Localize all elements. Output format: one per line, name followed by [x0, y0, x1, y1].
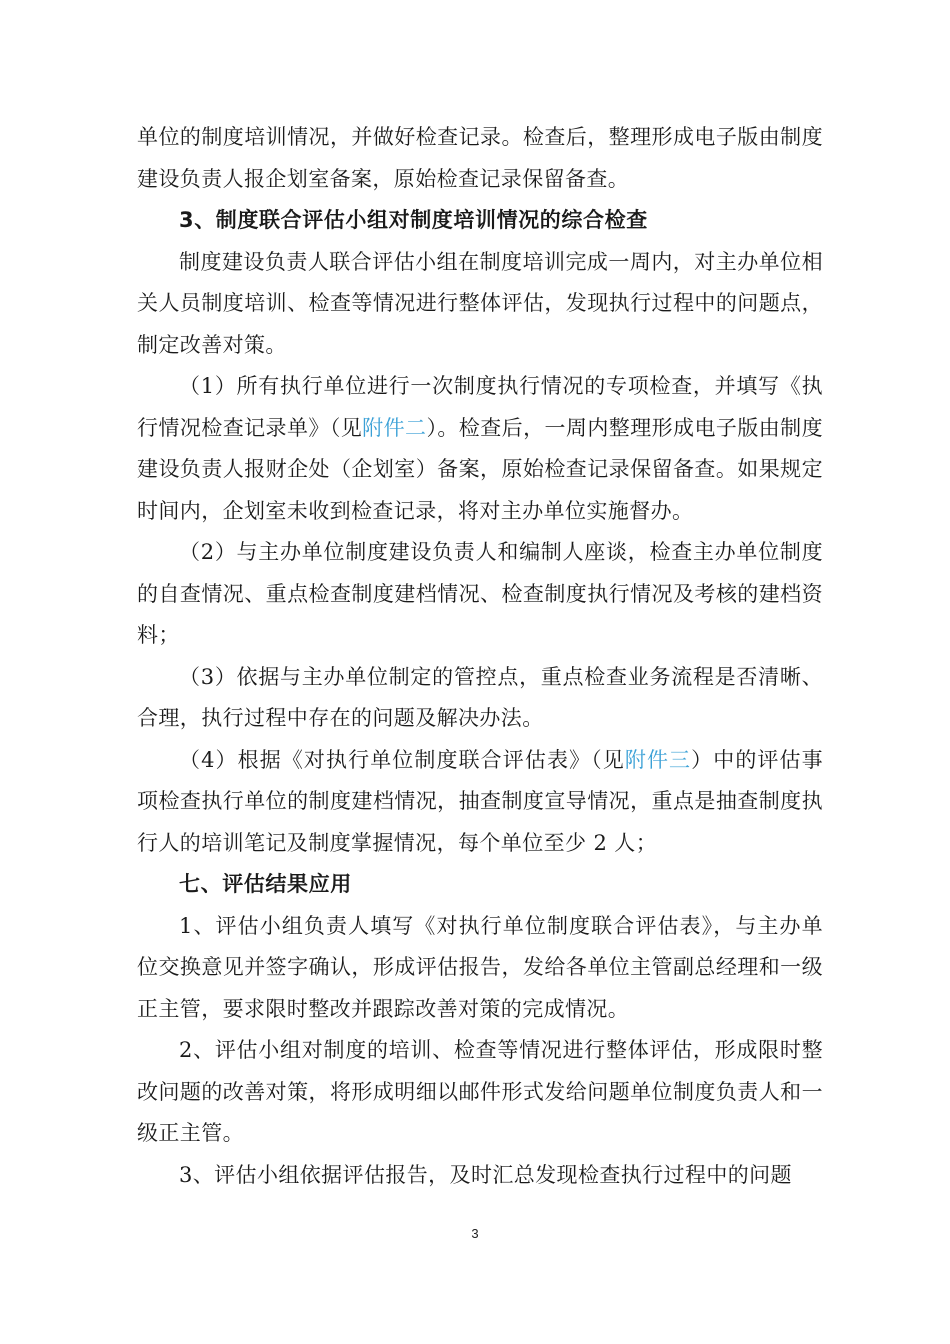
section-heading-3: 3、制度联合评估小组对制度培训情况的综合检查 — [179, 208, 648, 232]
paragraph-result-3: 3、评估小组依据评估报告，及时汇总发现检查执行过程中的问题 — [179, 1162, 792, 1187]
paragraph-item-1 — [137, 366, 823, 532]
section-heading-7: 七、评估结果应用 — [179, 872, 352, 896]
paragraph-continuation: 单位的制度培训情况，并做好检查记录。检查后，整理形成电子版由制度建设负责人报企划室备案，原始检查记录保留备查。 — [137, 125, 823, 191]
paragraph-item-1-text-before: （1）所有执行单位进行一次制度执行情况的专项检查，并填写《执行情况检查记录单》（见 — [137, 374, 823, 440]
page-number: 3 — [471, 1226, 479, 1241]
paragraph-result-1: 1、评估小组负责人填写《对执行单位制度联合评估表》，与主办单位交换意见并签字确认，形成评估报告，发给各单位主管副总经理和一级正主管，要求限时整改并跟踪改善对策的完成情况。 — [137, 913, 823, 1021]
paragraph-item-3: （3）依据与主办单位制定的管控点，重点检查业务流程是否清晰、合理，执行过程中存在的问题及解决办法。 — [137, 664, 823, 730]
paragraph-joint-evaluation: 制度建设负责人联合评估小组在制度培训完成一周内，对主办单位相关人员制度培训、检查等情况进行整体评估，发现执行过程中的问题点，制定改善对策。 — [137, 249, 823, 357]
paragraph-item-4-text-before: （4）根据《对执行单位制度联合评估表》（见 — [179, 747, 625, 772]
paragraph-result-2: 2、评估小组对制度的培训、检查等情况进行整体评估，形成限时整改问题的改善对策，将形成明细以邮件形式发给问题单位制度负责人和一级正主管。 — [137, 1038, 823, 1145]
attachment-2-link[interactable]: 附件二 — [362, 415, 427, 440]
paragraph-item-1-text-after: ）。检查后，一周内整理形成电子版由制度建设负责人报财企处（企划室）备案，原始检查记录保留备查。如果规定时间内，企划室未收到检查记录，将对主办单位实施督办。 — [137, 415, 823, 523]
attachment-3-link[interactable]: 附件三 — [624, 747, 692, 772]
paragraph-item-4-text-after: ）中的评估事项检查执行单位的制度建档情况，抽查制度宣导情况，重点是抽查制度执行人的培训笔记及制度掌握情况，每个单位至少 2 人； — [137, 747, 824, 855]
document-body — [137, 117, 823, 1196]
paragraph-item-4 — [137, 740, 823, 865]
paragraph-item-2: （2）与主办单位制度建设负责人和编制人座谈，检查主办单位制度的自查情况、重点检查制度建档情况、检查制度执行情况及考核的建档资料； — [137, 540, 823, 647]
